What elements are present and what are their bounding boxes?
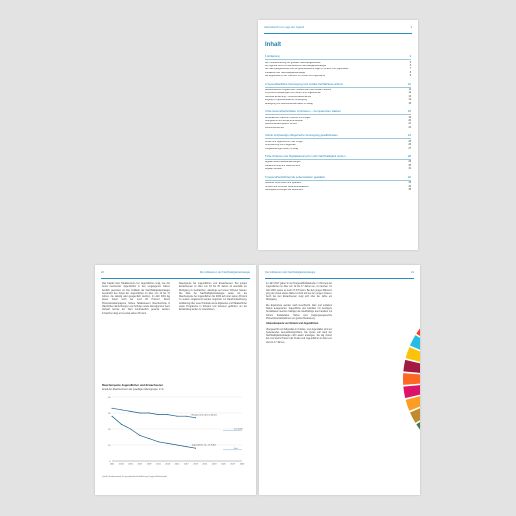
toc-entry-page: 27	[408, 147, 411, 150]
series-label: Jugendliche 12–17 Jahre	[191, 444, 217, 447]
data-point	[130, 429, 131, 430]
toc-entry-title: Übergewicht und körperliche Aktivität	[265, 119, 303, 122]
toc-entry-title: Gesunde Ernährung – Lebensmittelsicherheit	[265, 95, 312, 98]
chart-source-note: Quelle: Bundeszentrale für gesundheitliche Aufklärung; Drogenaffinitätsstudie	[102, 476, 167, 478]
toc-chapter-page: 18	[407, 109, 411, 114]
x-tick-label: 2023	[211, 463, 217, 466]
toc-chapter-title: 2 Gesundheitliche Versorgung und soziale Verhältnisse sichern	[265, 81, 344, 86]
running-head-title: Die Indikatoren der Nachhaltigkeitsstrategie	[265, 271, 316, 274]
toc-entry-title: Gesundheitliche Ungleichheit – Einkommen und soziale Herkunft	[265, 89, 332, 92]
text-column-left	[102, 283, 170, 316]
toc-chapter-heading[interactable]	[265, 82, 411, 88]
toc-entry-page: 7	[409, 68, 411, 71]
toc-entry-page: 13	[408, 95, 411, 98]
data-point	[139, 413, 140, 414]
toc-entry-page: 22	[408, 126, 411, 129]
toc-chapter	[265, 54, 411, 79]
y-tick-label: 10	[108, 444, 111, 447]
toc-entry-page: 20	[408, 119, 411, 122]
x-tick-label: 2011	[156, 463, 161, 466]
x-tick-label: 2009	[146, 463, 152, 466]
toc-entry-page: 31	[408, 168, 411, 171]
toc-entry-page: 11	[408, 89, 411, 92]
toc-entry-title: Digitale Gesundheitsanwendungen	[265, 161, 301, 164]
sdg-color-wheel-graphic	[337, 279, 420, 479]
body-paragraph: Im Jahr 2017 gaben in der Drogenaffinitätsstudie 7,4 Prozent der Jugendlichen im Alter von 12 bis 17 Jahren an, zu rauchen. Im Jahr 2001 waren es noch 27,5 Prozent. Bei den jungen Männern ging der Anteil etwas stärker zurück als bei den jungen Frauen. Auch bei den Erwachsenen zeigt sich über die Jahre ein Rückgang.	[266, 283, 332, 302]
toc-chapter	[265, 175, 411, 193]
toc-chapter-title: 1 Einleitung	[265, 54, 280, 58]
text-column	[266, 283, 332, 347]
toc-entry-title: Risikofaktoren Rauchen, Alkohol und Drogen	[265, 116, 311, 119]
toc-entry-title: Unterstützung von Pflegenden	[265, 144, 296, 147]
toc-entry[interactable]	[265, 189, 411, 192]
data-point	[177, 416, 178, 417]
data-point	[186, 416, 187, 417]
left-spread-page	[95, 265, 256, 495]
toc-chapter-page: 32	[407, 174, 411, 179]
toc-chapter	[265, 82, 411, 107]
text-column-right	[179, 283, 247, 313]
toc-chapter-title: 6 Gesundheitsfördernde Lebenswelten gestalten	[265, 174, 326, 179]
toc-entry[interactable]	[265, 127, 411, 130]
toc-entry-page: 14	[408, 99, 411, 102]
toc-entry-page: 34	[408, 185, 411, 188]
data-point	[121, 424, 122, 425]
toc-entry-title: Psychische Belastungen bei Kindern und Jugendlichen	[265, 92, 321, 95]
target-label: Ziel 2030	[234, 428, 243, 431]
toc-entry-title: Indikatoren der Nachhaltigkeitsstrategie	[265, 71, 306, 74]
toc-entry-page: 21	[408, 123, 411, 126]
data-point	[177, 445, 178, 446]
y-tick-label: 30	[108, 412, 111, 415]
running-head-title: Jahresbericht zur Lage der Jugend	[264, 26, 305, 29]
x-tick-label: 2005	[128, 463, 133, 466]
data-point	[130, 411, 131, 412]
running-head	[264, 28, 412, 34]
x-tick-label: 2007	[137, 463, 143, 466]
toc-entry-page: 19	[408, 116, 411, 119]
toc-page	[258, 20, 418, 250]
x-tick-label: 2021	[202, 463, 208, 466]
toc-list	[265, 54, 411, 195]
data-point	[167, 414, 168, 415]
toc-entry-title: Digitale Teilhabe	[265, 168, 282, 171]
toc-entry-title: Bildungseinrichtungen als Lebensorte	[265, 188, 304, 191]
toc-chapter-page: 28	[407, 153, 411, 158]
page-number: 3	[410, 26, 412, 29]
toc-entry-title: Die Nachhaltigkeitsziele und die gesundheitliche Lage im Kindes- und Jugendalter	[265, 68, 349, 71]
toc-chapter-heading[interactable]	[265, 175, 411, 181]
toc-chapter-page: 24	[407, 133, 411, 138]
toc-entry-title: Die Ergebnisse in der Übersicht für Kinder und Jugendliche	[265, 75, 326, 78]
right-spread-page	[259, 265, 420, 495]
series-line	[112, 416, 196, 448]
data-point	[112, 408, 113, 409]
toc-chapter	[265, 154, 411, 172]
data-point	[139, 435, 140, 436]
data-point	[195, 417, 196, 418]
y-tick-label: 20	[108, 428, 111, 431]
toc-entry[interactable]	[265, 75, 411, 78]
toc-entry-title: Verkehrssicherheit	[265, 126, 284, 129]
toc-entry-title: Die Herausforderung der globalen Nachhaltigkeitsziele	[265, 61, 321, 64]
sdg-wheel-segment	[403, 360, 420, 373]
chart-subtitle: Anteil der Raucher/innen der jeweiligen Altersgruppe, in %	[102, 387, 164, 391]
running-head-title: Die Indikatoren der Nachhaltigkeitsstrategie	[199, 271, 250, 274]
data-point	[149, 438, 150, 439]
toc-chapter-title: 3 Die Gesundheitsrisiken minimieren – Kompetenzen stärken	[265, 109, 341, 114]
toc-entry-page: 25	[408, 140, 411, 143]
toc-entry-page: 12	[408, 92, 411, 95]
page-number: 20	[101, 271, 104, 274]
x-tick-label: 2013	[165, 463, 171, 466]
x-tick-label: 2003	[118, 463, 124, 466]
toc-entry-title: Umwelt und Klima als Gesundheitsfaktoren	[265, 185, 309, 188]
toc-chapter-title: 5 Die Chancen der Digitalisierung für mehr Nachhaltigkeit nutzen	[265, 153, 346, 158]
data-point	[112, 416, 113, 417]
toc-chapter-page: 4	[409, 54, 411, 58]
data-point	[149, 413, 150, 414]
toc-entry-title: Der Agenda 2030 und die deutsche Nachhaltigkeitsstrategie	[265, 64, 327, 67]
y-tick-label: 40	[108, 396, 111, 399]
x-tick-label: 2015	[174, 463, 180, 466]
toc-chapter-heading[interactable]	[265, 133, 411, 139]
toc-entry[interactable]	[265, 103, 411, 106]
toc-entry-page: 26	[408, 144, 411, 147]
target-label: Ziel	[234, 447, 238, 450]
page-number: 21	[411, 271, 414, 274]
series-label: Erwachsene ab 15 Jahren	[191, 414, 217, 417]
toc-chapter-heading[interactable]	[265, 54, 411, 60]
toc-entry-page: 5	[409, 61, 411, 64]
toc-entry[interactable]	[265, 168, 411, 171]
toc-entry-page: 6	[409, 64, 411, 67]
toc-entry[interactable]	[265, 148, 411, 151]
figure	[102, 384, 249, 479]
data-point	[158, 414, 159, 415]
body-paragraph: Das Kapitel über Tabakkonsum bei Jugendlichen zeigt, wie der Anteil rauchender Jugendlicher in den vergangenen Jahren deutlich gesunken ist. Der Indikator der Nachhaltigkeitsstrategie beschreibt den Anteil der Jugendlichen im Alter von 12 bis 17 Jahren, die ständig oder gelegentlich rauchen. Im Jahr 2001 lag dieser Anteil noch bei rund 28 Prozent. Durch Präventionskampagnen, höhere Tabaksteuern, Rauchverbote in öffentlichen Einrichtungen und Schulen sowie Altersgrenzen beim Verkauf konnte der Wert kontinuierlich gesenkt werden. Inzwischen liegt er bei etwa sieben Prozent.	[102, 283, 170, 315]
x-tick-label: 2030	[239, 463, 245, 466]
data-point	[167, 443, 168, 444]
x-tick-label: 2019	[193, 463, 198, 466]
chart-title: Raucherquote Jugendlicher und Erwachsener	[102, 383, 164, 387]
toc-entry-title: Kinder und Jugendliche in der Pflege	[265, 140, 303, 143]
data-point	[158, 441, 159, 442]
x-tick-label: 2001	[109, 463, 115, 466]
toc-chapter-heading[interactable]	[265, 109, 411, 115]
x-tick-label: 2017	[183, 463, 189, 466]
toc-entry-title: Gesundheitskompetenz fördern	[265, 123, 298, 126]
body-paragraph: Die Ergebnisse werden nach Geschlecht, Alter und sozialem Status ausgewertet. Jugendliche aus Familien mit niedrigem Sozialstatus rauchen häufiger als Gleichaltrige aus Familien mit hohem Sozialstatus. Daher sind zielgruppengerechte Präventionsmaßnahmen von großer Bedeutung.	[266, 304, 332, 320]
toc-chapter-heading[interactable]	[265, 154, 411, 160]
x-tick-label: 2025	[221, 463, 226, 466]
toc-chapter-title: 4 Eine hochwertige pflegerische Versorgung gewährleisten	[265, 133, 338, 138]
data-point	[195, 448, 196, 449]
toc-entry-page: 29	[408, 161, 411, 164]
toc-title: Inhalt	[265, 42, 281, 48]
body-paragraph: Rauchquote bei Jugendlichen und Erwachsenen: Bei jungen Erwachsenen im Alter von 18 bis 25 Jahren ist ebenfalls ein Rückgang zu beobachten, allerdings auf einem höheren Niveau. Die Ziele der Nachhaltigkeitsstrategie sehen vor, die Raucherquote bei Jugendlichen bis 2030 auf unter sieben Prozent zu senken. Ergänzend werden Angebote zur Rauchentwöhnung, Aufklärung über neue Produkte wie E-Zigaretten und Tabakerhitzer sowie Programme in Schulen und Vereinen gefördert, um die Entwicklung weiter zu unterstützen.	[179, 283, 248, 312]
data-point	[121, 409, 122, 410]
running-head	[101, 273, 250, 279]
sub-heading: Adipositasquote von Kindern und Jugendlichen	[266, 323, 319, 326]
sdg-wheel-segment	[403, 373, 420, 385]
data-point	[186, 446, 187, 447]
toc-entry-title: Mediennutzung und Bildschirmzeit	[265, 164, 300, 167]
toc-entry-title: Zugang zur gesundheitlichen Versorgung	[265, 99, 307, 102]
x-tick-label: 2027	[230, 463, 236, 466]
body-paragraph: Übergewicht und Adipositas im Kindes- und Jugendalter sind ein bedeutendes Gesundheitsproblem. Die Quote soll nach der Nachhaltigkeitsstrategie nicht weiter ansteigen. Sie lag zuletzt bei rund sechs Prozent der Kinder und Jugendlichen im Alter von drei bis 17 Jahren.	[266, 328, 333, 344]
y-tick-label: 0	[109, 460, 111, 463]
toc-entry-page: 35	[408, 188, 411, 191]
toc-chapter	[265, 133, 411, 151]
toc-entry-page: 30	[408, 164, 411, 167]
toc-entry-page: 9	[409, 75, 411, 78]
toc-entry-page: 16	[408, 102, 411, 105]
toc-chapter-page: 10	[407, 81, 411, 86]
sdg-wheel-segment	[403, 385, 420, 398]
toc-entry-page: 33	[408, 182, 411, 185]
toc-chapter	[265, 109, 411, 130]
toc-entry-title: Bewegung und Gesundheitsverhalten im Alltag	[265, 102, 313, 105]
line-chart	[102, 393, 249, 473]
toc-entry-title: Pflegebedürftige Kinder im Alltag	[265, 147, 299, 150]
toc-entry-title: Gesunde Kommunen und Quartiere	[265, 182, 302, 185]
toc-entry-page: 8	[409, 71, 411, 74]
